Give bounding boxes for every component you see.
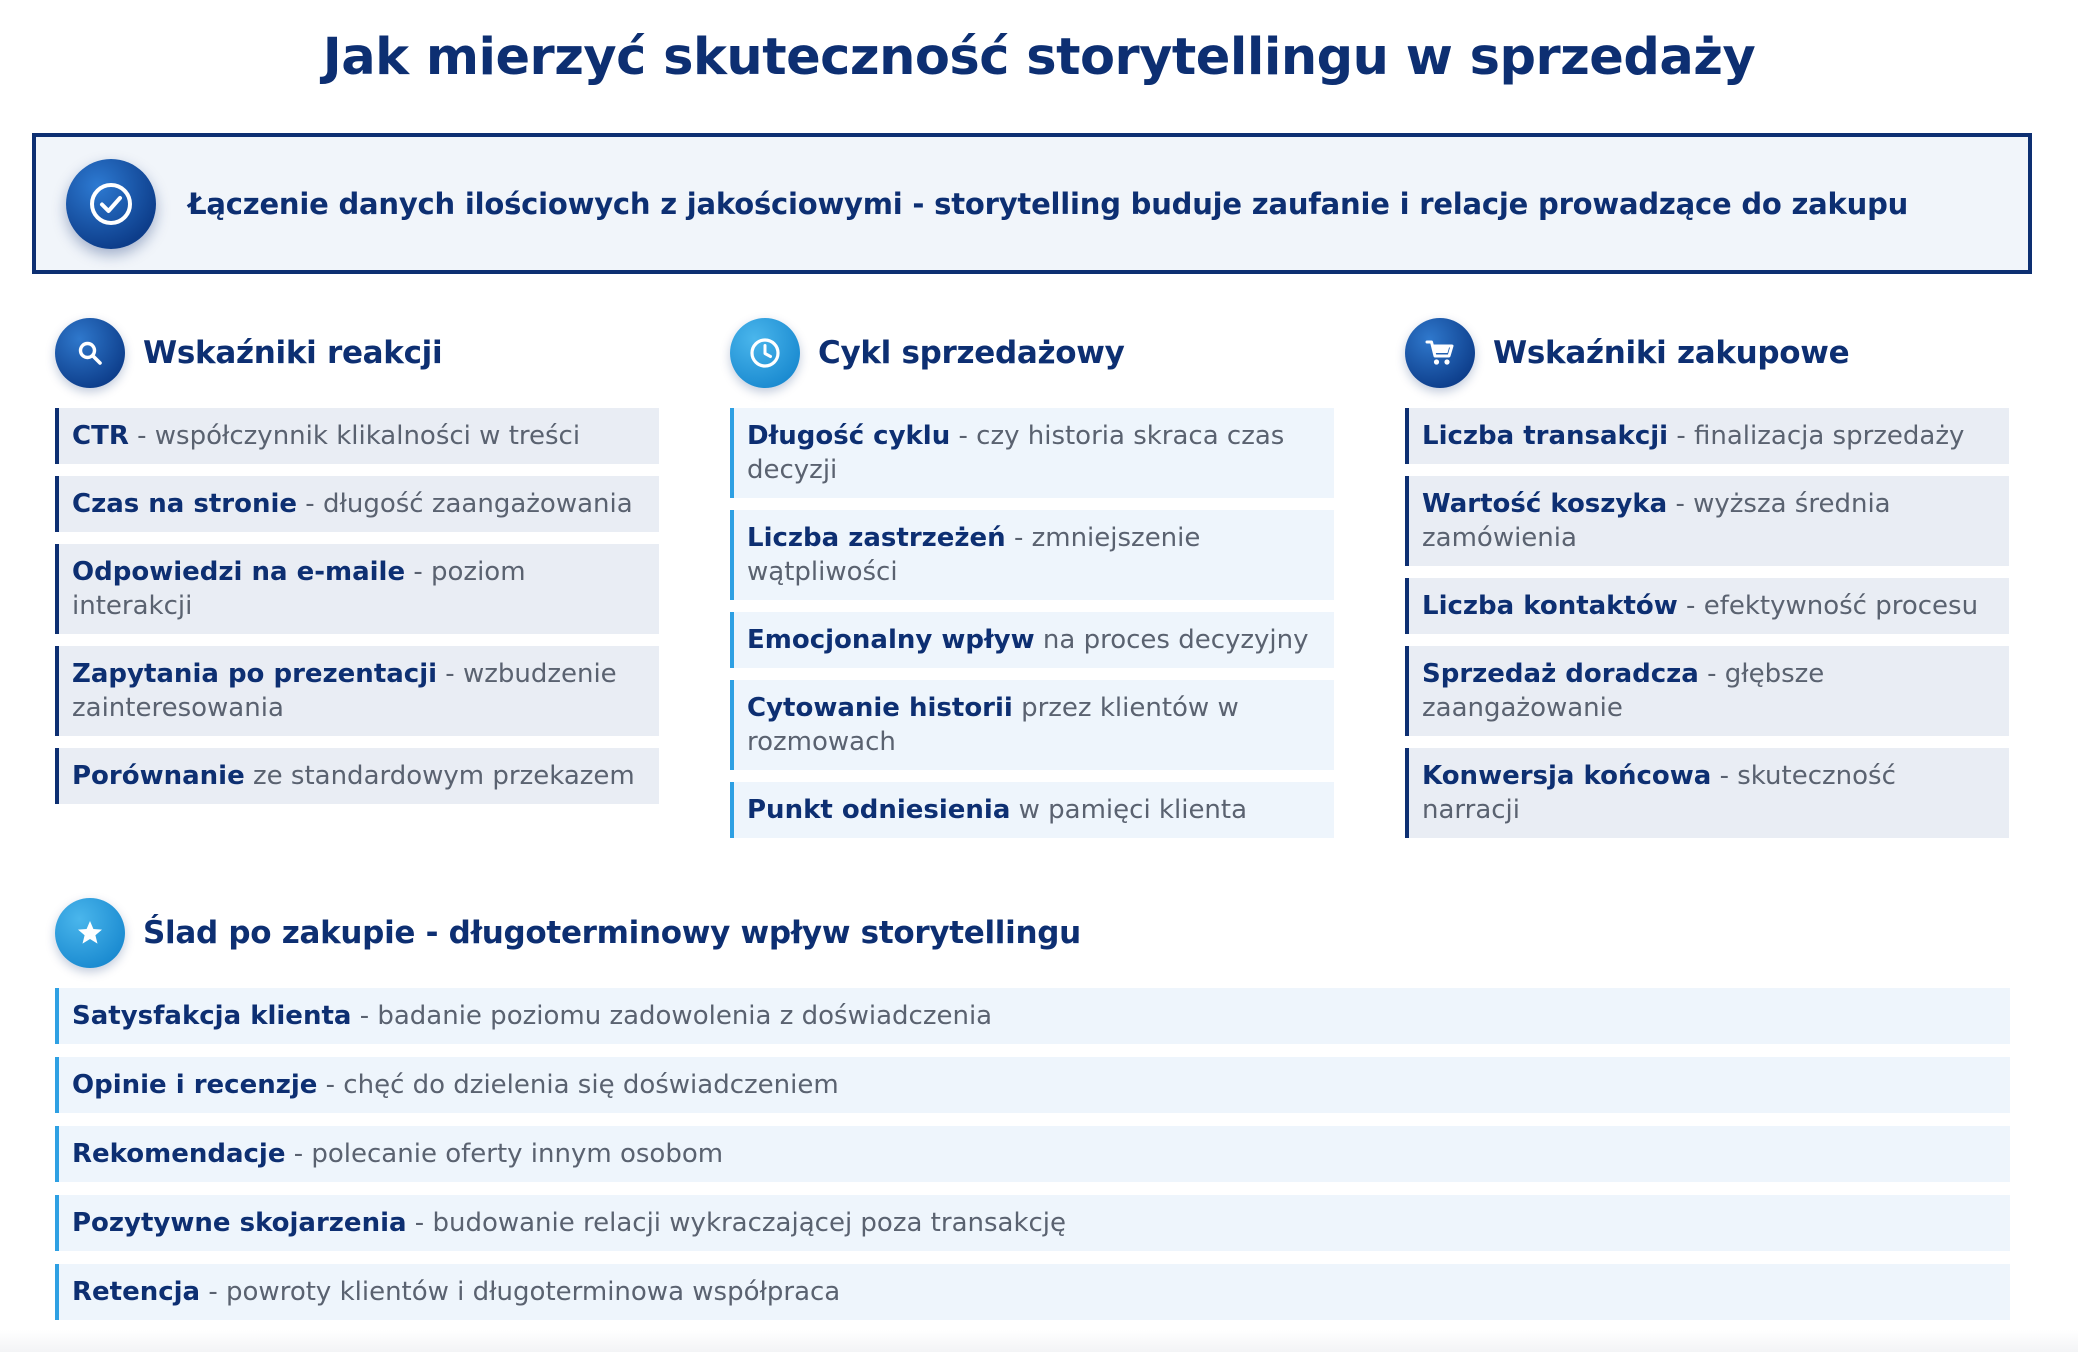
clock-icon xyxy=(730,318,800,388)
list-item xyxy=(55,1264,2010,1320)
column-heading: Cykl sprzedażowy xyxy=(818,335,1125,371)
item-term: Punkt odniesienia xyxy=(747,795,1011,825)
item-term: Liczba kontaktów xyxy=(1422,591,1678,621)
item-desc: - współczynnik klikalności w treści xyxy=(128,421,581,451)
list-item xyxy=(1405,748,2009,838)
list-item xyxy=(730,782,1334,838)
item-term: Cytowanie historii xyxy=(747,693,1013,723)
search-icon xyxy=(55,318,125,388)
item-desc: - zmniejszenie wątpliwości xyxy=(747,523,1201,587)
list-item xyxy=(55,1057,2010,1113)
item-desc: - finalizacja sprzedaży xyxy=(1668,421,1965,451)
column-header xyxy=(1405,318,2009,388)
list-item xyxy=(1405,646,2009,736)
item-desc: - głębsze zaangażowanie xyxy=(1422,659,1825,723)
item-term: Długość cyklu xyxy=(747,421,951,451)
list-item xyxy=(55,408,659,464)
item-term: CTR xyxy=(72,421,129,451)
item-term: Rekomendacje xyxy=(72,1139,286,1169)
item-desc: - długość zaangażowania xyxy=(297,489,633,519)
item-term: Retencja xyxy=(72,1277,201,1307)
item-desc: - budowanie relacji wykraczającej poza transakcję xyxy=(406,1208,1067,1238)
column-purchase-metrics xyxy=(1405,318,2009,850)
bottom-shadow xyxy=(0,1330,2078,1352)
item-term: Konwersja końcowa xyxy=(1422,761,1712,791)
page-title: Jak mierzyć skuteczność storytellingu w sprzedaży xyxy=(322,28,1756,87)
item-desc: przez klientów w rozmowach xyxy=(747,693,1239,757)
column-header xyxy=(730,318,1334,388)
item-term: Emocjonalny wpływ xyxy=(747,625,1035,655)
item-term: Czas na stronie xyxy=(72,489,298,519)
summary-text: Łączenie danych ilościowych z jakościowymi - storytelling buduje zaufanie i relacje prowadzące do zakupu xyxy=(188,186,1909,221)
item-desc: - badanie poziomu zadowolenia z doświadczenia xyxy=(351,1001,993,1031)
column-reaction-metrics xyxy=(55,318,659,816)
star-icon xyxy=(55,898,125,968)
column-heading: Wskaźniki zakupowe xyxy=(1493,335,1850,371)
list-item xyxy=(1405,476,2009,566)
item-term: Satysfakcja klienta xyxy=(72,1001,352,1031)
item-desc: - skuteczność narracji xyxy=(1422,761,1896,825)
column-sales-cycle xyxy=(730,318,1334,850)
item-desc: na proces decyzyjny xyxy=(1034,625,1309,655)
section-after-purchase xyxy=(55,898,2010,1333)
item-desc: ze standardowym przekazem xyxy=(244,761,635,791)
item-term: Sprzedaż doradcza xyxy=(1422,659,1699,689)
list-item xyxy=(55,1195,2010,1251)
check-circle-icon xyxy=(66,159,156,249)
list-item xyxy=(55,476,659,532)
list-item xyxy=(55,748,659,804)
item-desc: - efektywność procesu xyxy=(1677,591,1979,621)
item-desc: - wyższa średnia zamówienia xyxy=(1422,489,1891,553)
list-item xyxy=(55,646,659,736)
list-item xyxy=(55,988,2010,1044)
list-item xyxy=(55,544,659,634)
list-item xyxy=(55,1126,2010,1182)
item-term: Opinie i recenzje xyxy=(72,1070,318,1100)
list-item xyxy=(730,408,1334,498)
item-desc: - powroty klientów i długoterminowa współpraca xyxy=(200,1277,841,1307)
item-desc: - chęć do dzielenia się doświadczeniem xyxy=(317,1070,839,1100)
column-header xyxy=(55,318,659,388)
item-term: Liczba zastrzeżeń xyxy=(747,523,1006,553)
item-term: Liczba transakcji xyxy=(1422,421,1669,451)
list-item xyxy=(730,680,1334,770)
section-heading: Ślad po zakupie - długoterminowy wpływ storytellingu xyxy=(143,915,1081,951)
item-term: Wartość koszyka xyxy=(1422,489,1668,519)
item-desc: w pamięci klienta xyxy=(1010,795,1248,825)
item-term: Zapytania po prezentacji xyxy=(72,659,438,689)
list-item xyxy=(730,612,1334,668)
summary-banner xyxy=(32,133,2032,274)
list-item xyxy=(1405,408,2009,464)
item-desc: - wzbudzenie zainteresowania xyxy=(72,659,617,723)
item-term: Odpowiedzi na e-maile xyxy=(72,557,406,587)
column-heading: Wskaźniki reakcji xyxy=(143,335,443,371)
item-term: Porównanie xyxy=(72,761,245,791)
item-desc: - polecanie oferty innym osobom xyxy=(285,1139,724,1169)
list-item xyxy=(1405,578,2009,634)
item-term: Pozytywne skojarzenia xyxy=(72,1208,407,1238)
item-desc: - poziom interakcji xyxy=(72,557,526,621)
section-header xyxy=(55,898,2010,968)
item-desc: - czy historia skraca czas decyzji xyxy=(747,421,1285,485)
list-item xyxy=(730,510,1334,600)
cart-icon xyxy=(1405,318,1475,388)
